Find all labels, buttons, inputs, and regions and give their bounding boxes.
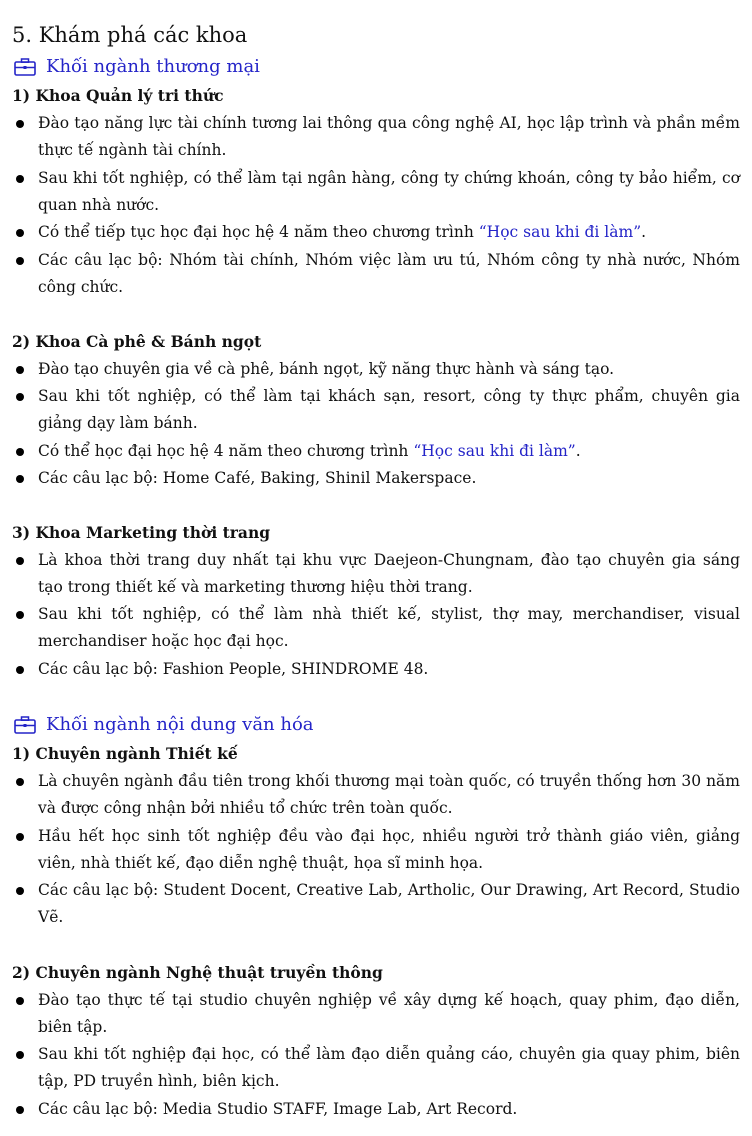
briefcase-icon [14, 716, 36, 734]
list-item: Các câu lạc bộ: Student Docent, Creative Lab, Artholic, Our Drawing, Art Record, Studio Vẽ. [12, 877, 740, 932]
list-item: Là khoa thời trang duy nhất tại khu vực Daejeon-Chungnam, đào tạo chuyên gia sáng tạo trong thiết kế và marketing thương hiệu thời trang. [12, 547, 740, 602]
bullet-dot [16, 666, 24, 674]
dept-heading: 1) Khoa Quản lý tri thức [12, 86, 224, 105]
bullet-dot [16, 833, 24, 841]
group-label: Khối ngành nội dung văn hóa [46, 714, 314, 735]
bullet-dot [16, 997, 24, 1005]
briefcase-icon [14, 58, 36, 76]
dept-heading: 2) Khoa Cà phê & Bánh ngọt [12, 332, 262, 351]
bullet-dot [16, 229, 24, 237]
list-item: Đào tạo chuyên gia về cà phê, bánh ngọt, kỹ năng thực hành và sáng tạo. [12, 356, 740, 383]
bullet-dot [16, 393, 24, 401]
list-item: Sau khi tốt nghiệp, có thể làm nhà thiết kế, stylist, thợ may, merchandiser, visual merchandiser hoặc học đại học. [12, 601, 740, 656]
highlight-program: “Học sau khi đi làm” [413, 442, 576, 460]
dept-heading: 2) Chuyên ngành Nghệ thuật truyền thông [12, 963, 383, 982]
list-item: Có thể học đại học hệ 4 năm theo chương trình “Học sau khi đi làm”. [12, 438, 740, 465]
bullet-dot [16, 120, 24, 128]
list-item: Là chuyên ngành đầu tiên trong khối thương mại toàn quốc, có truyền thống hơn 30 năm và được công nhận bởi nhiều tổ chức trên toàn quốc. [12, 768, 740, 823]
bullet-dot [16, 557, 24, 565]
bullet-dot [16, 778, 24, 786]
bullet-dot [16, 611, 24, 619]
page-title: 5. Khám phá các khoa [12, 23, 248, 47]
bullet-dot [16, 366, 24, 374]
bullet-dot [16, 448, 24, 456]
bullet-dot [16, 887, 24, 895]
bullet-dot [16, 175, 24, 183]
group-heading-culture [14, 712, 314, 738]
group-label: Khối ngành thương mại [46, 56, 260, 77]
highlight-program: “Học sau khi đi làm” [478, 223, 642, 241]
bullet-dot [16, 1051, 24, 1059]
dept-heading: 3) Khoa Marketing thời trang [12, 523, 271, 542]
list-item: Sau khi tốt nghiệp đại học, có thể làm đạo diễn quảng cáo, chuyên gia quay phim, biên tập, PD truyền hình, biên kịch. [12, 1041, 740, 1096]
list-item: Các câu lạc bộ: Home Café, Baking, Shinil Makerspace. [12, 465, 740, 492]
list-item: Các câu lạc bộ: Fashion People, SHINDROME 48. [12, 656, 740, 683]
list-item: Hầu hết học sinh tốt nghiệp đều vào đại học, nhiều người trở thành giáo viên, giảng viên, nhà thiết kế, đạo diễn nghệ thuật, họa sĩ minh họa. [12, 823, 740, 878]
list-item: Các câu lạc bộ: Media Studio STAFF, Image Lab, Art Record. [12, 1096, 740, 1123]
list-item: Sau khi tốt nghiệp, có thể làm tại khách sạn, resort, công ty thực phẩm, chuyên gia giảng dạy làm bánh. [12, 383, 740, 438]
bullet-dot [16, 257, 24, 265]
list-item: Các câu lạc bộ: Nhóm tài chính, Nhóm việc làm ưu tú, Nhóm công ty nhà nước, Nhóm công chức. [12, 247, 740, 302]
bullet-dot [16, 475, 24, 483]
bullet-dot [16, 1106, 24, 1114]
group-heading-commerce [14, 54, 260, 80]
dept-heading: 1) Chuyên ngành Thiết kế [12, 744, 238, 763]
list-item: Có thể tiếp tục học đại học hệ 4 năm theo chương trình “Học sau khi đi làm”. [12, 219, 740, 246]
list-item: Đào tạo năng lực tài chính tương lai thông qua công nghệ AI, học lập trình và phần mềm thực tế ngành tài chính. [12, 110, 740, 165]
list-item: Đào tạo thực tế tại studio chuyên nghiệp về xây dựng kế hoạch, quay phim, đạo diễn, biên tập. [12, 987, 740, 1042]
list-item: Sau khi tốt nghiệp, có thể làm tại ngân hàng, công ty chứng khoán, công ty bảo hiểm, cơ quan nhà nước. [12, 165, 740, 220]
